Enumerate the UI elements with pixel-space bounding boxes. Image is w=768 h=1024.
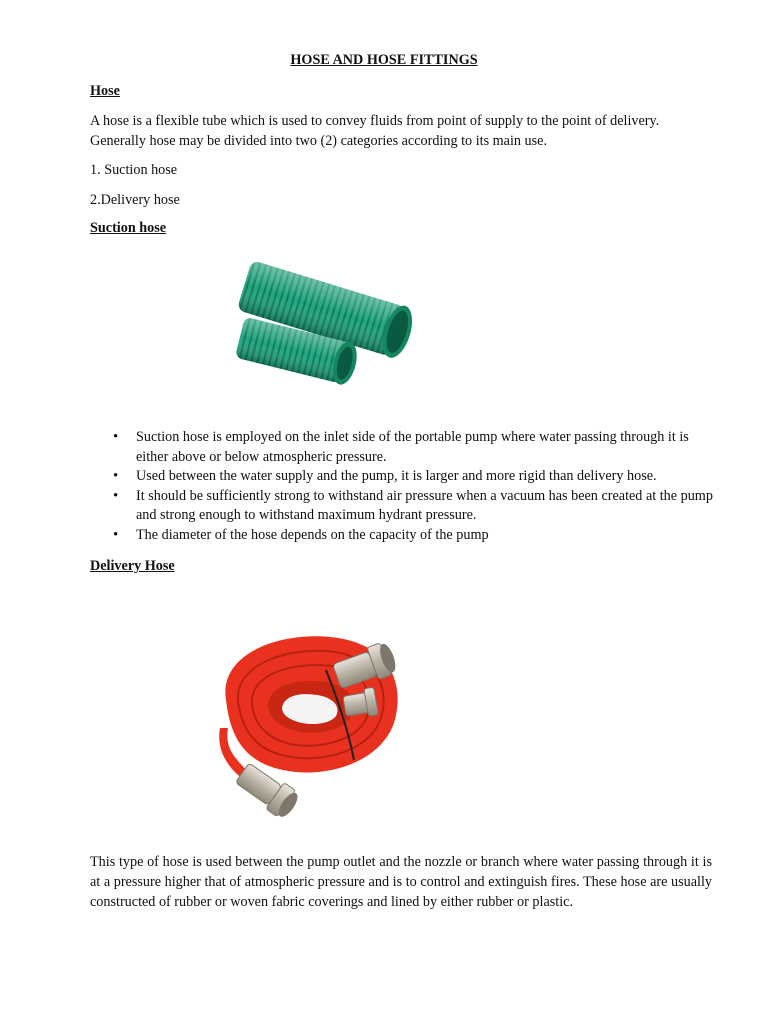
list-item: • Suction hose is employed on the inlet side of the portable pump where water passing through it is either above or below atmospheric pressure.: [113, 428, 713, 467]
red-delivery-hose-image: [198, 610, 410, 818]
green-suction-hose-image: [236, 262, 420, 392]
intro-line-2: Generally hose may be divided into two (2) categories according to its main use.: [90, 133, 548, 149]
category-item-2: 2.Delivery hose: [90, 192, 180, 208]
intro-line-1: A hose is a flexible tube which is used to convey fluids from point of supply to the point of delivery.: [90, 113, 660, 129]
category-item-1: 1. Suction hose: [90, 162, 178, 178]
list-item: • Used between the water supply and the pump, it is larger and more rigid than delivery hose.: [113, 467, 713, 487]
list-item: • It should be sufficiently strong to withstand air pressure when a vacuum has been created at the pump and strong enough to withstand maximum hydrant pressure.: [113, 487, 713, 526]
intro-paragraph: [90, 111, 712, 151]
list-item: • The diameter of the hose depends on the capacity of the pump: [113, 526, 713, 546]
page-title: HOSE AND HOSE FITTINGS: [290, 52, 478, 68]
delivery-hose-paragraph: This type of hose is used between the pump outlet and the nozzle or branch where water passing through it is at a pressure higher that of atmospheric pressure and is to control and extinguish fires. These hose are usually constructed of rubber or woven fabric coverings and lined by either rubber or plastic.: [90, 854, 712, 910]
hose-heading: Hose: [90, 83, 120, 99]
suction-hose-heading: Suction hose: [90, 220, 167, 236]
suction-hose-bullet-list: [113, 428, 713, 546]
delivery-hose-heading: Delivery Hose: [90, 558, 175, 574]
